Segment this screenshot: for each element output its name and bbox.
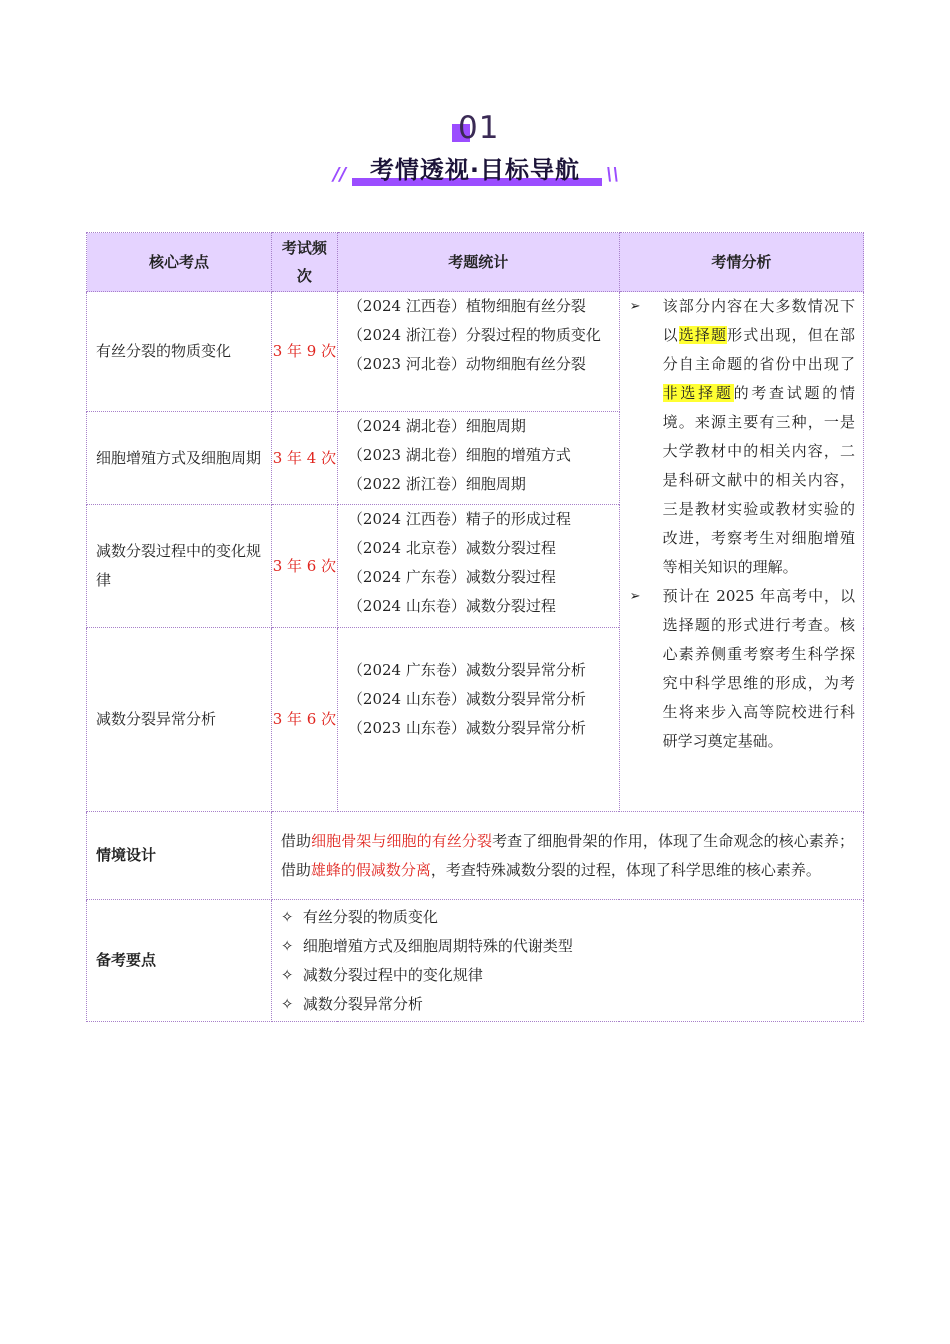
- situation-row: [87, 812, 864, 900]
- analysis-text: 预计在 2025 年高考中，以选择题的形式进行考查。核心素养侧重考察考生科学探究中科学思维的形成，为考生将来步入高等院校进行科研学习奠定基础。: [662, 587, 855, 750]
- analysis-point: [630, 582, 855, 756]
- frequency-cell: 3 年 6 次: [271, 505, 337, 628]
- exam-item: （2024 广东卷）减数分裂过程: [347, 568, 556, 586]
- statistics-cell: [337, 505, 619, 628]
- analysis-point: [630, 292, 855, 582]
- frequency-cell: 3 年 9 次: [271, 292, 337, 412]
- frequency-cell: 3 年 4 次: [271, 412, 337, 505]
- exam-item: （2023 湖北卷）细胞的增殖方式: [347, 446, 571, 464]
- diamond-bullet-icon: ✧: [280, 994, 294, 1013]
- exam-analysis-table: [86, 232, 864, 1022]
- frequency-cell: 3 年 6 次: [271, 628, 337, 812]
- slash-decoration-right: \\: [606, 164, 620, 185]
- situation-label: 情境设计: [87, 812, 272, 900]
- analysis-cell: [619, 292, 863, 812]
- exam-item: （2023 山东卷）减数分裂异常分析: [347, 719, 586, 737]
- exam-item: （2024 江西卷）植物细胞有丝分裂: [347, 297, 586, 315]
- column-header-frequency: 考试频次: [271, 233, 337, 292]
- prep-point: ✧ 有丝分裂的物质变化: [281, 903, 854, 932]
- topic-cell: 减数分裂过程中的变化规律: [87, 505, 272, 628]
- exam-item: （2024 北京卷）减数分裂过程: [347, 539, 556, 557]
- exam-item: （2024 湖北卷）细胞周期: [347, 417, 526, 435]
- exam-item: （2024 山东卷）减数分裂过程: [347, 597, 556, 615]
- diamond-bullet-icon: ✧: [280, 936, 294, 955]
- statistics-cell: [337, 412, 619, 505]
- diamond-bullet-icon: ✧: [280, 965, 294, 984]
- situation-highlight-cytoskeleton: 细胞骨架与细胞的有丝分裂: [311, 831, 493, 850]
- prep-points: [271, 900, 863, 1022]
- topic-cell: 有丝分裂的物质变化: [87, 292, 272, 412]
- topic-cell: 减数分裂异常分析: [87, 628, 272, 812]
- section-title: 考情透视·目标导航: [369, 156, 581, 184]
- column-header-statistics: 考题统计: [337, 233, 619, 292]
- exam-item: （2023 河北卷）动物细胞有丝分裂: [347, 355, 586, 373]
- table-row: [87, 292, 864, 412]
- table-header-row: [87, 233, 864, 292]
- arrow-bullet-icon: ➢: [629, 299, 641, 314]
- column-header-analysis: 考情分析: [619, 233, 863, 292]
- prep-label: 备考要点: [87, 900, 272, 1022]
- situation-text: 借助细胞骨架与细胞的有丝分裂考查了细胞骨架的作用，体现了生命观念的核心素养；借助雄蜂的假减数分离，考查特殊减数分裂的过程，体现了科学思维的核心素养。: [271, 812, 863, 900]
- prep-point: ✧ 减数分裂过程中的变化规律: [281, 961, 854, 990]
- highlight-non-choice-question: 非选择题: [662, 384, 734, 402]
- slash-decoration-left: //: [333, 164, 347, 185]
- exam-item: （2024 江西卷）精子的形成过程: [347, 510, 571, 528]
- statistics-cell: [337, 628, 619, 812]
- column-header-topic: 核心考点: [87, 233, 272, 292]
- exam-item: （2024 山东卷）减数分裂异常分析: [347, 690, 586, 708]
- section-header: [0, 110, 950, 200]
- prep-point: ✧ 细胞增殖方式及细胞周期特殊的代谢类型: [281, 932, 854, 961]
- highlight-choice-question: 选择题: [678, 326, 728, 344]
- diamond-bullet-icon: ✧: [280, 907, 294, 926]
- situation-highlight-drone: 雄蜂的假减数分离: [310, 860, 431, 879]
- topic-cell: 细胞增殖方式及细胞周期: [87, 412, 272, 505]
- statistics-cell: [337, 292, 619, 412]
- prep-point: ✧ 减数分裂异常分析: [281, 990, 854, 1019]
- exam-item: （2022 浙江卷）细胞周期: [347, 475, 526, 493]
- arrow-bullet-icon: ➢: [629, 589, 641, 604]
- prep-row: [87, 900, 864, 1022]
- analysis-text: 该部分内容在大多数情况下以选择题形式出现，但在部分自主命题的省份中出现了非选择题的考查试题的情境。来源主要有三种，一是大学教材中的相关内容，二是科研文献中的相关内容，三是教材实验或教材实验的改进，考察考生对细胞增殖等相关知识的理解。: [662, 297, 855, 576]
- exam-item: （2024 广东卷）减数分裂异常分析: [347, 661, 586, 679]
- exam-item: （2024 浙江卷）分裂过程的物质变化: [347, 326, 601, 344]
- section-number: 01: [458, 110, 500, 146]
